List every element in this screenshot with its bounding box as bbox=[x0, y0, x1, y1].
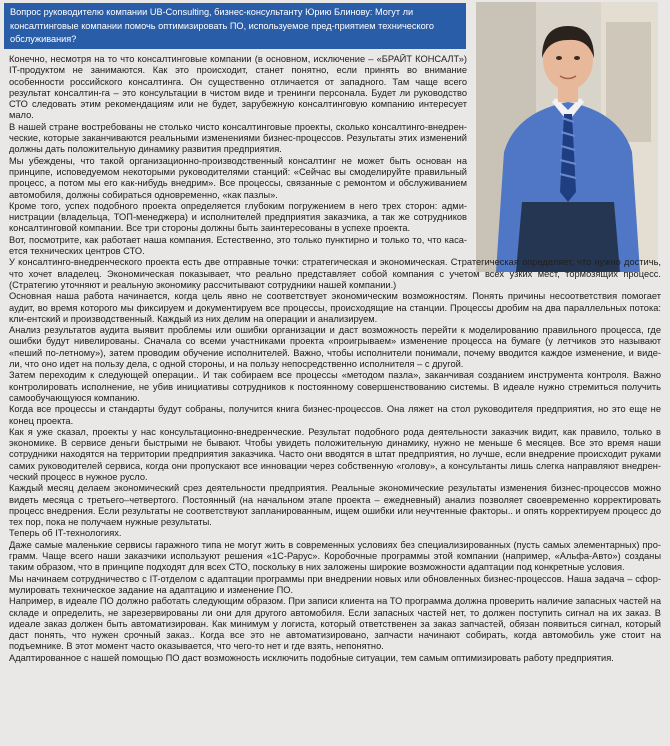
article-paragraph: Теперь об IT-технологиях. bbox=[9, 528, 122, 539]
article-paragraph: Даже самые маленькие сервисы гаражного типа не могут жить в современных условиях без специализированных (пусть самых элементарных) про-грамм. Чаще всего наши заказчики используют решения «1С-Рарус». Коробочные программы этой компании (например, «Альфа-Авто») созданы таким образом, что в принципе подходят для всех СТО, поскольку в них заложены широкие возможности адаптации под конкретные условия. bbox=[9, 539, 661, 573]
article-paragraph: Основная наша работа начинается, когда цель явно не соответствует экономическим возможностям. Понять причины несоответствия помогает аудит, во время которого мы фиксируем и документируем все процессы, происходящие на станции. Процессы дробим на два параллельных потока: кли-ентский и производственный. Каждый из них делим на операции и анализируем. bbox=[9, 291, 661, 324]
article-body bbox=[9, 54, 661, 744]
article-paragraph: Кроме того, успех подобного проекта определяется глубоким погружением в него трех сторон: адми-нистрации (владельца, ТОП-менеджера) и исполнителей предприятия заказчика, а так же сотрудников консалтинговой компании. Все три стороны должны быть заинтересованы в успехе проекта. bbox=[9, 200, 467, 234]
article-paragraph: Адаптированное с нашей помощью ПО даст возможность исключить подобные ситуации, тем самым оптимизировать работу предприятия. bbox=[9, 652, 614, 663]
article-paragraph: Затем переходим к следующей операции.. И так собираем все процессы «методом пазла», заканчивая созданием инструмента контроля. Важно контролировать исполнение, не убив инициативы сотрудников к постоянному совершенствованию системы. В идеале нужно стремиться получить самообучающуюся компанию. bbox=[9, 370, 661, 403]
article-paragraph: Конечно, несмотря на то что консалтинговые компании (в основном, исключение – «БРАЙТ КОНСАЛТ») IT-продуктом не занимаются. Как это происходит, станет понятно, если принять во внимание особенности российского консалтинга. Он существенно отличается от западного. Там чаще всего результат консалтин-га – это консультации в чистом виде и тренинги персонала. Будет ли руководство СТО следовать этим рекомендациям или не будет, зарубежную консалтинговую компанию интересует мало. bbox=[9, 54, 467, 121]
article-paragraph: Мы убеждены, что такой организационно-производственный консалтинг не может быть основан на принципе, исповедуемом некоторыми руководителями станций: «Сейчас вы смоделируйте правильный процесс, а потом мы его как-нибудь внедрим». Все процессы, связанные с ремонтом и обслуживанием автомобиля, должны собираться одновременно, «как пазлы». bbox=[9, 155, 467, 200]
article-paragraph: Мы начинаем сотрудничество с IT-отделом с адаптации программы при внедрении новых или обновленных бизнес-процессов. Наша задача – сфор-мулировать техническое задание на адаптацию и изменение ПО. bbox=[9, 573, 661, 595]
article-paragraph: Вот, посмотрите, как работает наша компания. Естественно, это только пунктирно и только то, что каса-ется технических центров СТО. bbox=[9, 234, 467, 257]
question-header bbox=[4, 3, 466, 49]
article-paragraph: В нашей стране востребованы не столько чисто консалтинговые проекты, сколько консалтинго-внедрен-ческие, которые заканчиваются реальными изменениями бизнес-процессов. Результаты этих изменений должны дать положительную динамику развития предприятия. bbox=[9, 121, 467, 155]
article-paragraph: Как я уже сказал, проекты у нас консультационно-внедренческие. Результат подобного рода деятельности заказчик видит, как правило, только в экономике. В сервисе деньги быстрыми не бывают. Чтобы увидеть положительную динамику, нужно не меньше 6 месяцев. Все это время наши сотрудники находятся на территории предприятия заказчика. Часто они вводятся в штат предприятия, но лучше, если внедрение происходит руками самих руководителей сервиса, когда они пропускают все инновации через собственную «голову», а консультанты лишь слегка направляют внедрен-ческий процесс в нужное русло. bbox=[9, 426, 661, 482]
article-paragraph: Когда все процессы и стандарты будут собраны, получится книга бизнес-процессов. Она ляжет на стол руководителя предприятия, но это еще не конец проекта. bbox=[9, 404, 661, 426]
article-paragraph: Каждый месяц делаем экономический срез деятельности предприятия. Реальные экономические результаты изменения бизнес-процессов можно видеть месяца с третьего–четвертого. Постоянный (на начальном этапе проекта – ежедневный) анализ позволяет своевременно корректировать процесс внедрения. Если результаты не соответствуют запланированным, ищем ошибки или неучтенные факторы.. и опять корректируем процесс до тех пор, пока не получаем нужные результаты. bbox=[9, 483, 661, 528]
question-text: Вопрос руководителю компании UB-Consulting, бизнес-консультанту Юрию Блинову: Могут ли консалтинговые компании помочь оптимизировать ПО, используемое пред-приятием технического обслуживания? bbox=[10, 7, 434, 45]
article-paragraph: Анализ результатов аудита выявит проблемы или ошибки организации и даст возможность перейти к моделированию правильного процесса, где ошибки будут нивелированы. Сначала со всеми участниками проекта «проигрываем» изменение процесса на бумаге (у летчиков это называют «пеший по-летному»), затем проводим обучение исполнителей. Важно, чтобы исполнители понимали, почему вводится каждое изменение, и виде-ли, что оно идет на пользу дела, с одной стороны, и на пользу непосредственно исполнителя – с другой. bbox=[9, 325, 661, 370]
article-paragraph: У консалтинго-внедренческого проекта есть две отправные точки: стратегическая и экономическая. Стратегическая определяет, что нужно достичь, что хочет владелец. Экономическая показывает, что реально представляет собой компания с учетом всех узких мест, тормозящих процесс. (Стратегию уточняют и реальную экономику рассчитывают сотрудники нашей компании.) bbox=[9, 257, 661, 290]
article-paragraph: Например, в идеале ПО должно работать следующим образом. При записи клиента на ТО программа должна проверить наличие запасных частей на складе и определить, не зарезервированы ли они для другого автомобиля. Если запасных частей нет, то должен поступить сигнал на их заказ. В идеале заказ должен быть автоматизирован. Как минимум у логиста, который ответственен за заказ запчастей, обязан появиться сигнал, который даст понять, что нужен срочный заказ.. Когда все это не автоматизировано, запчасти начинают собирать, когда автомобиль уже стоит на подъемнике. В этот момент часто оказывается, что чего-то нет и где взять, непонятно. bbox=[9, 596, 661, 652]
